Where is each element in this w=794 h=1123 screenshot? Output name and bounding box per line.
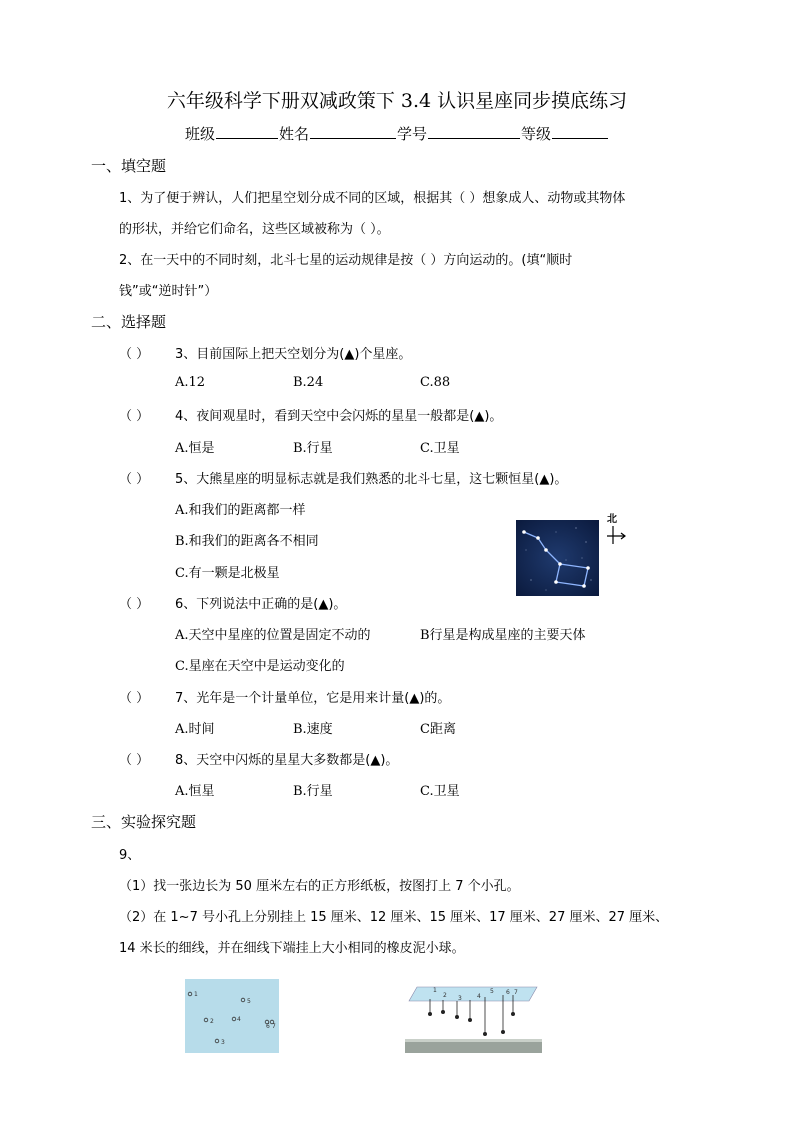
q3-stem: 3、目前国际上把天空划分为(▲)个星座。 <box>175 347 412 362</box>
hanging-balls-image <box>405 983 542 1053</box>
q3-option-c[interactable]: C.88 <box>420 375 451 390</box>
q8-option-a[interactable]: A.恒星 <box>175 784 215 799</box>
hanging-label: 1 <box>433 987 437 994</box>
q4-option-c[interactable]: C.卫星 <box>420 441 460 456</box>
board-holes-svg <box>185 979 279 1053</box>
q7-option-a[interactable]: A.时间 <box>175 722 215 737</box>
board-holes-image <box>185 979 279 1053</box>
board-hole-label: 6 <box>266 1023 270 1030</box>
name-blank[interactable] <box>310 124 396 139</box>
board-hole-label: 4 <box>237 1016 241 1023</box>
q7-option-b[interactable]: B.速度 <box>293 722 333 737</box>
q5-stem: 5、大熊星座的明显标志就是我们熟悉的北斗七星，这七颗恒星(▲)。 <box>175 472 568 487</box>
q6-option-c[interactable]: C.星座在天空中是运动变化的 <box>175 659 345 674</box>
q7-answer-paren[interactable]: （ ） <box>119 691 150 706</box>
q1-line1: 1、为了便于辨认，人们把星空划分成不同的区域，根据其（ ）想象成人、动物或其物体 <box>119 191 626 206</box>
section-heading-fill-blank: 一、填空题 <box>91 157 167 175</box>
q3-answer-paren[interactable]: （ ） <box>119 347 150 362</box>
q9-step2-line2: 14 米长的细线，并在细线下端挂上大小相同的橡皮泥小球。 <box>119 941 465 956</box>
hanging-label: 4 <box>477 993 481 1000</box>
q6-option-b[interactable]: B行星是构成星座的主要天体 <box>420 628 586 643</box>
q3-option-b[interactable]: B.24 <box>293 375 324 390</box>
q8-option-c[interactable]: C.卫星 <box>420 784 460 799</box>
night-sky-background <box>516 520 599 596</box>
class-blank[interactable] <box>216 124 278 139</box>
class-label: 班级 <box>184 125 215 143</box>
q5-option-c[interactable]: C.有一颗是北极星 <box>175 566 280 581</box>
board-hole-label: 2 <box>210 1018 214 1025</box>
q4-answer-paren[interactable]: （ ） <box>119 409 150 424</box>
board-hole-label: 3 <box>221 1039 225 1046</box>
section-heading-choice: 二、选择题 <box>91 313 167 331</box>
q4-stem: 4、夜间观星时，看到天空中会闪烁的星星一般都是(▲)。 <box>175 409 503 424</box>
q6-option-a[interactable]: A.天空中星座的位置是固定不动的 <box>175 628 371 643</box>
q8-stem: 8、天空中闪烁的星星大多数都是(▲)。 <box>175 753 399 768</box>
q1-line2: 的形状，并给它们命名，这些区域被称为（ ）。 <box>119 222 390 237</box>
grade-blank[interactable] <box>552 124 608 139</box>
big-dipper-image <box>516 520 599 596</box>
q5-option-b[interactable]: B.和我们的距离各不相同 <box>175 534 319 549</box>
q5-option-a[interactable]: A.和我们的距离都一样 <box>175 503 306 518</box>
board-hole-label: 1 <box>194 991 198 998</box>
hanging-balls-svg <box>405 983 542 1053</box>
hanging-label: 3 <box>458 995 462 1002</box>
id-label: 学号 <box>397 125 428 143</box>
q9-step1: （1）找一张边长为 50 厘米左右的正方形纸板，按图打上 7 个小孔。 <box>119 879 520 894</box>
q3-option-a[interactable]: A.12 <box>175 375 206 390</box>
big-dipper-svg <box>516 520 599 596</box>
q9-label: 9、 <box>119 848 141 863</box>
q9-step2-line1: （2）在 1~7 号小孔上分别挂上 15 厘米、12 厘米、15 厘米、17 厘米、27 厘米、27 厘米、 <box>119 910 669 925</box>
q8-answer-paren[interactable]: （ ） <box>119 753 150 768</box>
page-title: 六年级科学下册双减政策下 3.4 认识星座同步摸底练习 <box>166 90 628 112</box>
q2-line1: 2、在一天中的不同时刻，北斗七星的运动规律是按（ ）方向运动的。(填“顺时 <box>119 253 573 268</box>
q6-stem: 6、下列说法中正确的是(▲)。 <box>175 597 347 612</box>
north-label: 北 <box>607 514 617 525</box>
hanging-label: 7 <box>514 989 518 996</box>
hanging-label: 2 <box>443 992 447 999</box>
q6-answer-paren[interactable]: （ ） <box>119 597 150 612</box>
q4-option-b[interactable]: B.行星 <box>293 441 333 456</box>
q8-option-b[interactable]: B.行星 <box>293 784 333 799</box>
compass-arrow-icon <box>605 524 627 546</box>
grade-label: 等级 <box>521 125 552 143</box>
id-blank[interactable] <box>428 124 520 139</box>
q2-line2: 钱”或“逆时针”） <box>119 284 218 299</box>
q7-stem: 7、光年是一个计量单位，它是用来计量(▲)的。 <box>175 691 451 706</box>
q7-option-c[interactable]: C距离 <box>420 722 456 737</box>
q5-answer-paren[interactable]: （ ） <box>119 472 150 487</box>
hanging-label: 5 <box>490 988 494 995</box>
q4-option-a[interactable]: A.恒是 <box>175 441 215 456</box>
board-hole-label: 7 <box>272 1023 276 1030</box>
student-info-line <box>0 123 794 144</box>
board-hole-label: 5 <box>247 998 251 1005</box>
hanging-balls <box>428 1010 515 1036</box>
name-label: 姓名 <box>278 125 309 143</box>
hanging-label: 6 <box>506 989 510 996</box>
section-heading-experiment: 三、实验探究题 <box>91 813 197 831</box>
